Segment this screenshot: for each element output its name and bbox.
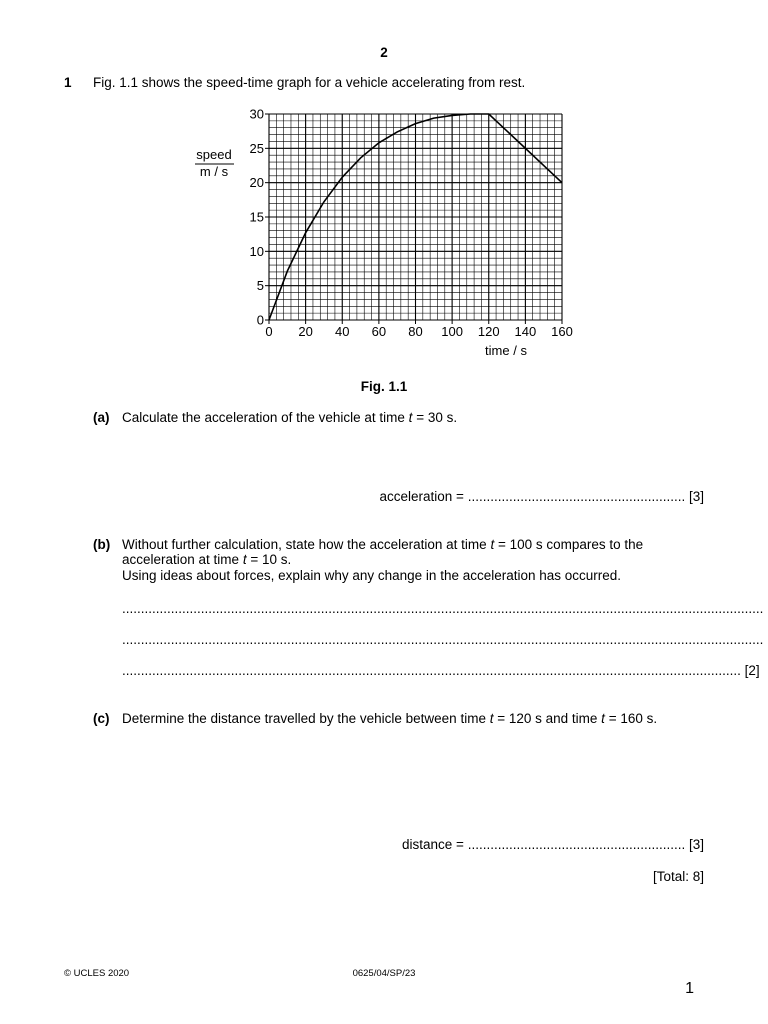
y-tick-label: 10 <box>249 243 264 259</box>
part-b-answer-line-1[interactable]: ........................................................................................................................................................................... <box>122 601 764 616</box>
page-number: 2 <box>380 45 388 60</box>
part-a-text: Calculate the acceleration of the vehicle at time t = 30 s. <box>122 410 458 425</box>
question-number: 1 <box>64 75 72 90</box>
acceleration-answer-line[interactable]: acceleration = .......................................................... [3] <box>379 489 704 504</box>
y-tick-label: 0 <box>256 312 264 328</box>
y-tick-label: 30 <box>249 106 264 122</box>
x-tick-label: 80 <box>408 324 423 339</box>
part-c-text: Determine the distance travelled by the vehicle between time t = 120 s and time t = 160 s. <box>122 711 658 726</box>
y-tick-labels <box>250 107 264 328</box>
question-intro: Fig. 1.1 shows the speed-time graph for a vehicle accelerating from rest. <box>93 75 526 90</box>
y-tick-label: 20 <box>249 175 264 191</box>
x-tick-label: 0 <box>265 324 273 339</box>
y-axis-label-bottom: m / s <box>199 164 229 179</box>
y-axis-label-top: speed <box>196 147 232 162</box>
x-tick-label: 140 <box>514 324 537 339</box>
part-b-answer-line-3[interactable]: ..................................................................................................................................................................... [2] <box>122 663 760 678</box>
footer-copyright: © UCLES 2020 <box>64 968 130 979</box>
y-tick-label: 15 <box>249 209 264 225</box>
part-a-label: (a) <box>93 410 110 425</box>
part-b-line-1: Without further calculation, state how the acceleration at time t = 100 s compares to the <box>122 537 644 552</box>
footer-folio: 1 <box>685 980 694 997</box>
y-tick-label: 5 <box>256 278 264 294</box>
figure-caption: Fig. 1.1 <box>360 379 408 394</box>
part-b-line-2: acceleration at time t = 10 s. <box>122 552 292 567</box>
speed-time-chart <box>180 100 590 365</box>
x-tick-labels <box>265 324 572 339</box>
part-b-line-3: Using ideas about forces, explain why any change in the acceleration has occurred. <box>122 568 622 583</box>
x-tick-label: 160 <box>551 324 573 339</box>
footer-code: 0625/04/SP/23 <box>352 968 416 979</box>
x-tick-label: 120 <box>477 324 500 339</box>
part-b-answer-line-2[interactable]: ........................................................................................................................................................................... <box>122 632 764 647</box>
part-b-label: (b) <box>93 537 111 552</box>
x-tick-label: 100 <box>441 324 463 339</box>
x-tick-label: 40 <box>335 324 350 339</box>
distance-answer-line[interactable]: distance = .......................................................... [3] <box>402 837 704 852</box>
part-c-label: (c) <box>93 711 110 726</box>
y-tick-label: 25 <box>249 140 264 156</box>
total-marks: [Total: 8] <box>652 869 704 884</box>
x-tick-label: 60 <box>371 324 387 339</box>
x-axis-label: time / s <box>485 343 527 358</box>
x-tick-label: 20 <box>298 324 313 339</box>
